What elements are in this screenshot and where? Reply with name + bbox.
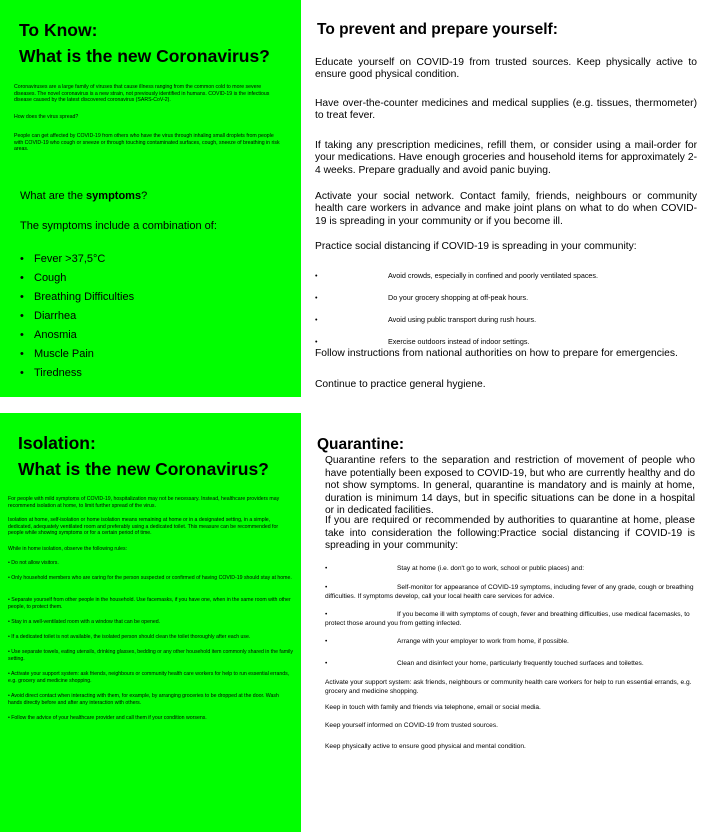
bullet-dot: • <box>315 271 318 280</box>
prevent-paragraph: Practice social distancing if COVID-19 is spreading in your community: <box>315 241 637 252</box>
quarantine-bullet: • Stay at home (i.e. don't go to work, school or public places) and: <box>325 565 585 572</box>
symptoms-intro: The symptoms include a combination of: <box>20 220 217 232</box>
symptom-item: • Breathing Difficulties <box>20 288 134 307</box>
quarantine-bullet: • If you become ill with symptoms of cough, fever and breathing difficulties, use medical facemasks, to protect those around you from getting infected. <box>325 611 690 627</box>
isolation-text: Isolation at home, self-isolation or home isolation means remaining at home or in a designated setting, in a simple, dedicated, adequately ventilated room and preferably using a dedicated toilet. This measure can be recommended for people while showing symptoms or for a certain period of time. <box>8 517 279 537</box>
quarantine-paragraph: If you are required or recommended by authorities to quarantine at home, please take into consideration the following:Practice social distancing if COVID-19 is spreading in your community: <box>325 515 695 551</box>
prevent-paragraph: Continue to practice general hygiene. <box>315 379 486 390</box>
bullet-dot: • <box>325 565 328 572</box>
bullet-dot: • <box>325 584 328 591</box>
bullet-dot: • <box>325 638 328 645</box>
symptoms-question: What are the symptoms? <box>20 190 148 202</box>
prevent-paragraph: Follow instructions from national authorities on how to prepare for emergencies. <box>315 348 678 359</box>
symptom-item: • Tiredness <box>20 364 134 383</box>
isolation-rule: • Only household members who are caring for the person suspected or confirmed of having COVID-19 should stay at home. <box>8 575 292 581</box>
quarantine-bullet: • Self-monitor for appearance of COVID-19 symptoms, including fever of any grade, cough or breathing difficulties. If symptoms develop, call your local health care services for advice. <box>325 584 694 600</box>
isolation-rule: • Activate your support system: ask friends, neighbours or community health care workers for help to run essential errands, e.g. grocery and medicine shopping. <box>8 671 290 684</box>
isolation-title: Isolation: <box>18 433 96 453</box>
coronavirus-definition: Coronaviruses are a large family of viruses that cause illness ranging from the common cold to more severe diseases. The novel coronavirus is a new strain, not previously identified in humans. COVID-19 is the infectious disease caused by the latest discovered coronavirus (SARS-CoV-2). <box>14 84 270 104</box>
bullet-dot: • <box>315 315 318 324</box>
isolation-rule: • Avoid direct contact when interacting with them, for example, by arranging groceries to be dropped at the door. Wash hands directly before and after any interaction with others. <box>8 693 279 706</box>
quarantine-panel <box>301 413 709 832</box>
quarantine-bullet: • Arrange with your employer to work from home, if possible. <box>325 638 569 645</box>
prevent-panel: To prevent and prepare yourself: Educate yourself on COVID-19 from trusted sources. Keep physically active to ensure good physical condition. Have over-the-counter medicines and medical supplies (e.g. tissues, thermometer) to treat fever. If taking any prescription medicines, refill them, or consider using a mail-order for your medications. Have enough groceries and household items for approximately 2-4 weeks. Prepare gradually and avoid panic buying. Activate your social network. Contact family, friends, neighbours or community health care workers in advance and make joint plans on what to do when COVID-19 is spreading in your community or if you become ill. Practice social distancing if COVID-19 is spreading in your community: • Avoid crowds, especially in confined and poorly ventilated spaces. • Do your grocery shopping at off-peak hours. • Avoid using public transport during rush hours. • Exercise outdoors instead of indoor settings. Follow instructions from national authorities on how to prepare for emergencies. Continue to practice general hygiene. <box>301 0 709 397</box>
quarantine-note: Keep in touch with family and friends via telephone, email or social media. <box>325 704 541 711</box>
symptom-item: • Diarrhea <box>20 307 134 326</box>
symptoms-list <box>20 250 134 383</box>
prevent-title: To prevent and prepare yourself: <box>317 21 558 38</box>
bullet-dot: • <box>325 660 328 667</box>
quarantine-bullet: • Clean and disinfect your home, particularly frequently touched surfaces and toilettes. <box>325 660 644 667</box>
prevent-paragraph: Have over-the-counter medicines and medical supplies (e.g. tissues, thermometer) to treat fever. <box>315 98 697 122</box>
quarantine-note: Keep yourself informed on COVID-19 from trusted sources. <box>325 722 498 729</box>
isolation-rule: • Use separate towels, eating utensils, drinking glasses, bedding or any other household item commonly shared in the family setting. <box>8 649 293 662</box>
symptom-item: • Cough <box>20 269 134 288</box>
prevent-paragraph: Activate your social network. Contact family, friends, neighbours or community health care workers in advance and make joint plans on what to do when COVID-19 is spreading in your community or if you become ill. <box>315 191 697 227</box>
quarantine-note: Activate your support system: ask friends, neighbours or community health care workers for help to run essential errands, e.g. grocery and medicine shopping. <box>325 679 692 695</box>
symptom-item: • Anosmia <box>20 326 134 345</box>
isolation-rule: • Separate yourself from other people in the household. Use facemasks, if you have one, when in the same room with other people, to protect them. <box>8 597 291 610</box>
spread-question: How does the virus spread? <box>14 114 79 120</box>
isolation-rule: • Stay in a well-ventilated room with a window that can be opened. <box>8 619 161 625</box>
isolation-rule: • Follow the advice of your healthcare provider and call them if your condition worsens. <box>8 715 207 721</box>
isolation-text: For people with mild symptoms of COVID-19, hospitalization may not be necessary. Instead, healthcare providers may recommend isolation at home, to limit further spread of the virus. <box>8 496 280 509</box>
isolation-heading: What is the new Coronavirus? <box>18 459 269 479</box>
isolation-text: While in home isolation, observe the following rules: <box>8 546 128 552</box>
panel-divider <box>0 397 301 413</box>
spread-answer: People can get affected by COVID-19 from others who have the virus through inhaling small droplets from people with COVID-19 who cough or sneeze or through touching contaminated surfaces, cough, sneeze of breathing in risk areas. <box>14 133 280 153</box>
quarantine-paragraph: Quarantine refers to the separation and restriction of movement of people who have potentially been exposed to COVID-19, but who are currently healthy and do not show symptoms. In general, quarantine is mandatory and is mainly at home, duration is minimum 14 days, but in specific situations can be done in a hospital or in dedicated facilities. <box>325 455 695 516</box>
isolation-rule: • Do not allow visitors. <box>8 560 59 566</box>
to-know-panel <box>0 0 301 397</box>
bullet-dot: • <box>325 611 328 618</box>
bullet-dot: • <box>315 293 318 302</box>
to-know-title: To Know: <box>19 20 98 40</box>
prevent-paragraph: If taking any prescription medicines, refill them, or consider using a mail-order for your medications. Have enough groceries and household items for approximately 2-4 weeks. Prepare gradually and avoid panic buying. <box>315 140 697 176</box>
prevent-paragraph: Educate yourself on COVID-19 from trusted sources. Keep physically active to ensure good physical condition. <box>315 57 697 81</box>
quarantine-title: Quarantine: <box>317 436 404 453</box>
symptom-item: • Muscle Pain <box>20 345 134 364</box>
quarantine-note: Keep physically active to ensure good physical and mental condition. <box>325 743 526 750</box>
bullet-dot: • <box>315 337 318 346</box>
isolation-panel <box>0 413 301 832</box>
symptom-item: • Fever >37,5°C <box>20 250 134 269</box>
coronavirus-heading: What is the new Coronavirus? <box>19 46 270 66</box>
isolation-rule: • If a dedicated toilet is not available, the isolated person should clean the toilet thoroughly after each use. <box>8 634 251 640</box>
